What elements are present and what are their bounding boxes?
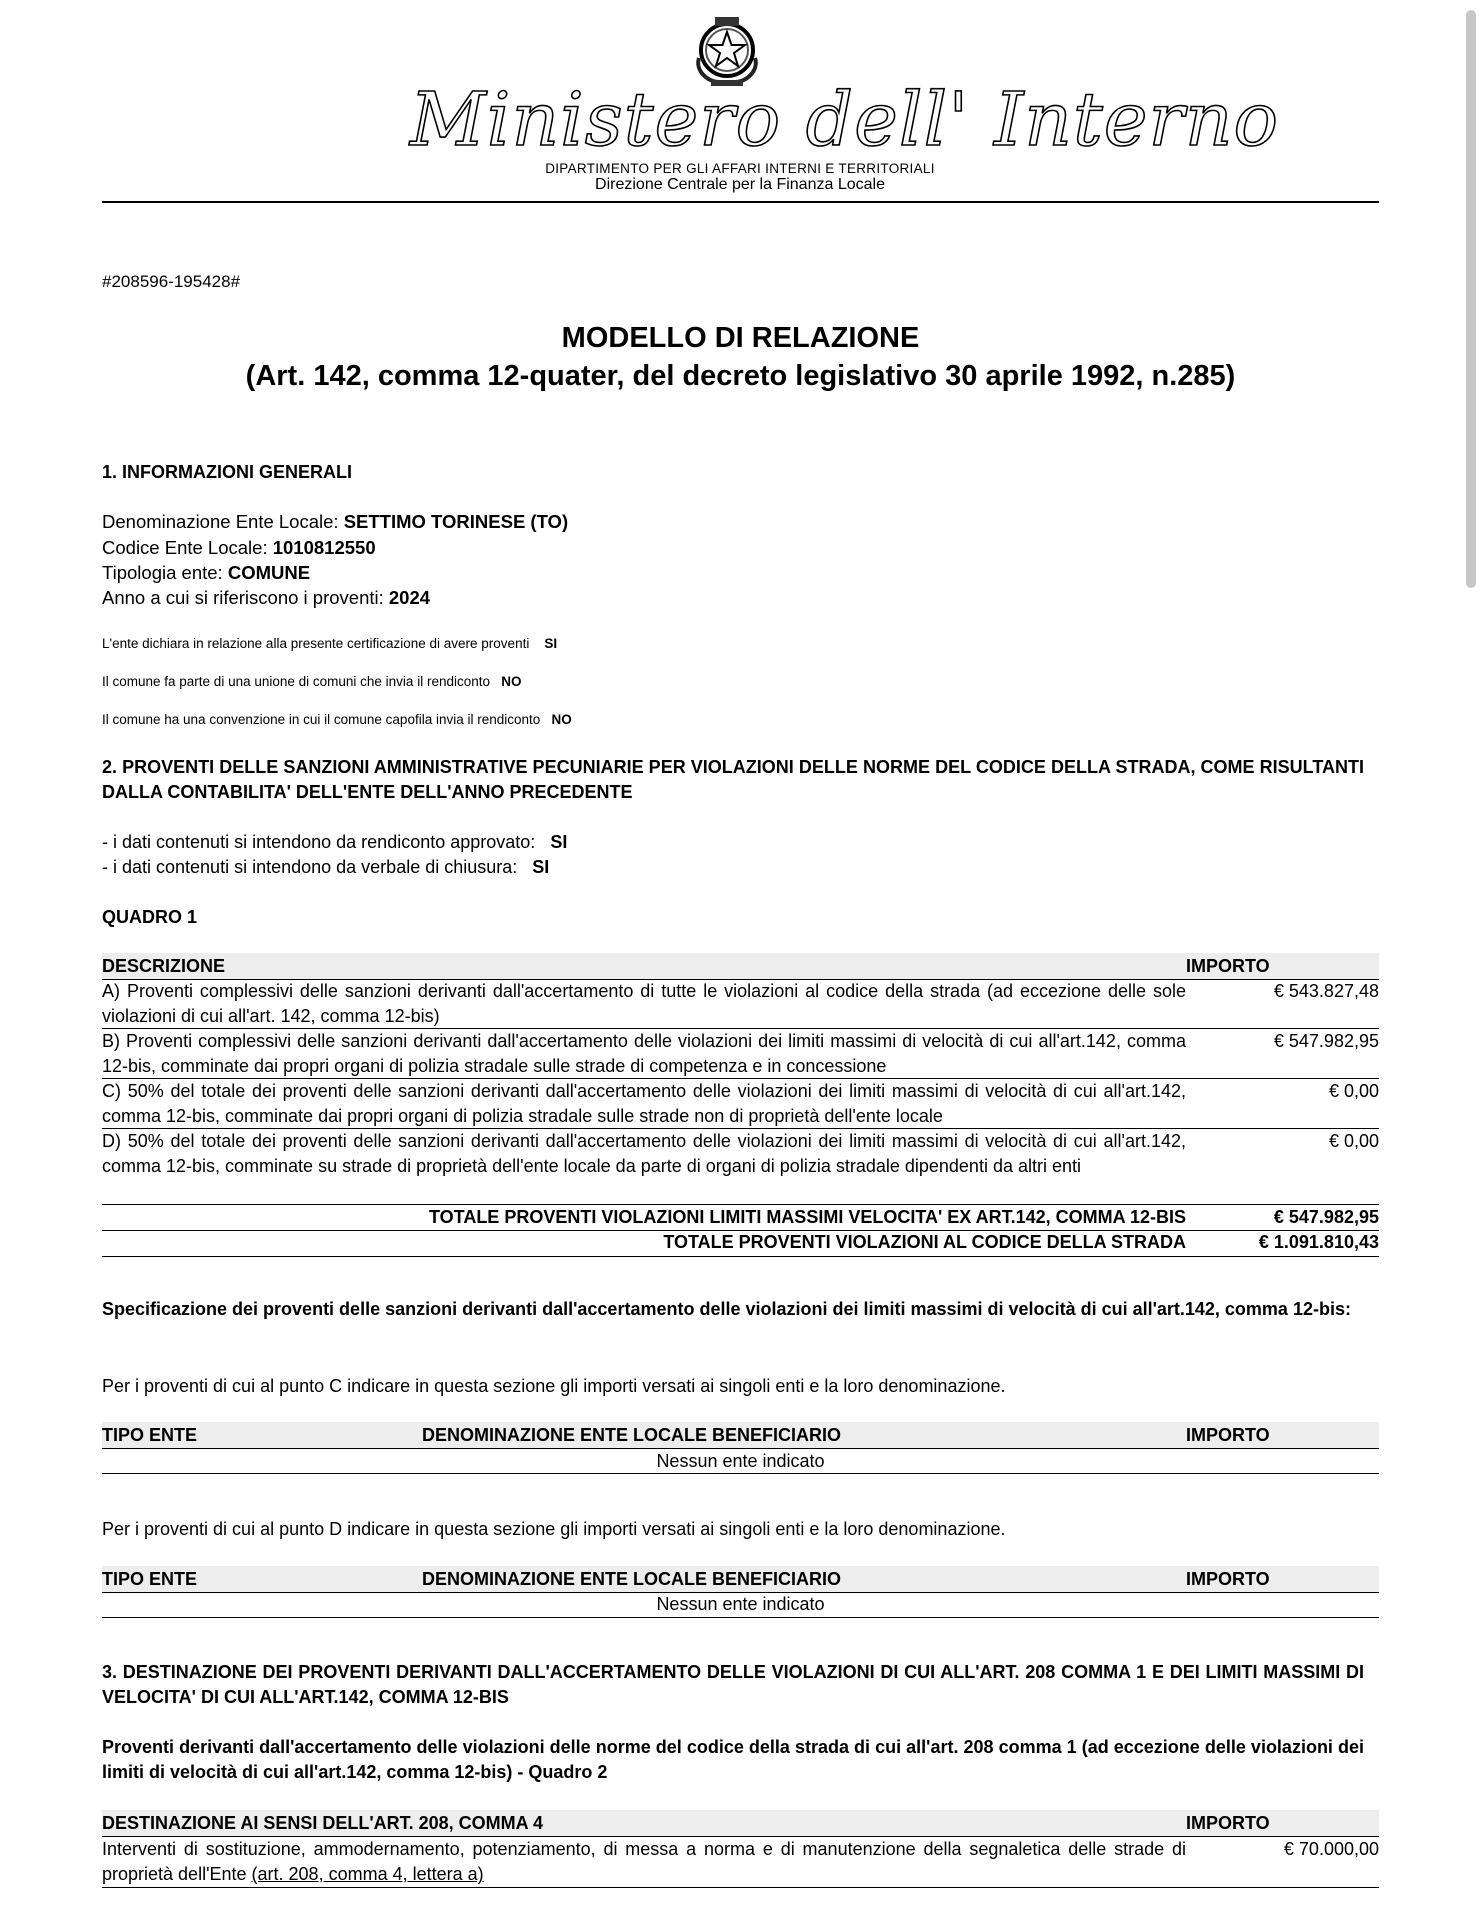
specification-heading: Specificazione dei proventi delle sanzioni derivanti dall'accertamento delle violazioni dei limiti massimi di velocità di cui all'art.142, comma 12-bis: xyxy=(102,1299,1351,1319)
row-amount-c: € 0,00 xyxy=(1328,1081,1379,1101)
scrollbar-thumb[interactable] xyxy=(1466,10,1476,588)
col-denominazione: DENOMINAZIONE ENTE LOCALE BENEFICIARIO xyxy=(422,1425,842,1445)
field-anno: Anno a cui si riferiscono i proventi: 2024 xyxy=(102,587,431,608)
declaration-unione: Il comune fa parte di una unione di comuni che invia il rendiconto NO xyxy=(102,674,522,689)
benef-table-c-empty: Nessun ente indicato xyxy=(656,1451,825,1471)
table-bottom-rule xyxy=(102,1256,1379,1257)
row-amount-segnaletica: € 70.000,00 xyxy=(1283,1839,1379,1859)
row-amount-d: € 0,00 xyxy=(1328,1131,1379,1151)
quadro1-label: QUADRO 1 xyxy=(102,907,198,927)
row-desc-a: A) Proventi complessivi delle sanzioni derivanti dall'accertamento di tutte le violazioni al codice della strada (ad eccezione delle sole violazioni di cui all'art. 142, comma 12-bis) xyxy=(102,981,1186,1026)
row-desc-segnaletica: Interventi di sostituzione, ammodernamento, potenziamento, di messa a norma e di manutenzione della segnaletica delle strade di proprietà dell'Ente (art. 208, comma 4, lettera a) xyxy=(102,1839,1186,1884)
declaration-proventi: L'ente dichiara in relazione alla presente certificazione di avere proventi SI xyxy=(102,636,558,651)
point-c-instructions: Per i proventi di cui al punto C indicare in questa sezione gli importi versati ai singoli enti e la loro denominazione. xyxy=(102,1376,1006,1396)
total-speed-row xyxy=(102,1205,1379,1230)
col-tipo-ente: TIPO ENTE xyxy=(102,1569,198,1589)
total-all-amount: € 1.091.810,43 xyxy=(1258,1232,1379,1252)
document-title: MODELLO DI RELAZIONE xyxy=(561,322,920,354)
field-codice: Codice Ente Locale: 1010812550 xyxy=(102,537,376,558)
row-desc-d: D) 50% del totale dei proventi delle sanzioni derivanti dall'accertamento delle violazioni dei limiti massimi di velocità di cui all'art.142, comma 12-bis, comminate su strade di proprietà dell'ente locale da parte di organi di polizia stradale dipendenti da altri enti xyxy=(102,1131,1186,1176)
table-bottom-rule xyxy=(102,1473,1379,1474)
row-amount-a: € 543.827,48 xyxy=(1273,981,1379,1001)
section1-heading: 1. INFORMAZIONI GENERALI xyxy=(102,462,353,482)
row-desc-b: B) Proventi complessivi delle sanzioni derivanti dall'accertamento delle violazioni dei limiti massimi di velocità di cui all'art.142, comma 12-bis, comminate dai propri organi di polizia stradale sulle strade di competenza e in concessione xyxy=(102,1031,1186,1076)
col-importo: IMPORTO xyxy=(1186,1425,1270,1445)
table-bottom-rule xyxy=(102,1617,1379,1618)
legal-reference: (art. 208, comma 4, lettera a) xyxy=(251,1864,484,1884)
total-speed-amount: € 547.982,95 xyxy=(1273,1207,1379,1227)
col-importo: IMPORTO xyxy=(1186,1813,1270,1833)
row-amount-b: € 547.982,95 xyxy=(1273,1031,1379,1051)
row-desc-c: C) 50% del totale dei proventi delle sanzioni derivanti dall'accertamento delle violazioni dei limiti massimi di velocità di cui all'art.142, comma 12-bis, comminate dai propri organi di polizia stradale sulle strade non di proprietà dell'ente locale xyxy=(102,1081,1186,1126)
section2-heading: 2. PROVENTI DELLE SANZIONI AMMINISTRATIVE PECUNIARIE PER VIOLAZIONI DELLE NORME DEL CODICE DELLA STRADA, COME RISULTANTI DALLA CONTABILITA' DELL'ENTE DELL'ANNO PRECEDENTE xyxy=(102,757,1364,802)
col-descrizione: DESCRIZIONE xyxy=(102,956,226,976)
col-importo: IMPORTO xyxy=(1186,1569,1270,1589)
direction-name: Direzione Centrale per la Finanza Locale xyxy=(595,176,885,193)
ministry-logo-text: Ministero dell' Interno xyxy=(410,77,1280,163)
benef-table-d-empty: Nessun ente indicato xyxy=(656,1594,825,1614)
data-line-verbale: - i dati contenuti si intendono da verbale di chiusura: SI xyxy=(102,857,550,877)
document-code: #208596-195428# xyxy=(102,272,241,291)
col-denominazione: DENOMINAZIONE ENTE LOCALE BENEFICIARIO xyxy=(422,1569,842,1589)
total-speed-label: TOTALE PROVENTI VIOLAZIONI LIMITI MASSIMI VELOCITA' EX ART.142, COMMA 12-BIS xyxy=(428,1207,1186,1227)
quadro2-table-header xyxy=(102,1810,1379,1837)
field-tipologia: Tipologia ente: COMUNE xyxy=(102,562,311,583)
document-subtitle: (Art. 142, comma 12-quater, del decreto legislativo 30 aprile 1992, n.285) xyxy=(245,360,1236,392)
section3-heading: 3. DESTINAZIONE DEI PROVENTI DERIVANTI DALL'ACCERTAMENTO DELLE VIOLAZIONI DI CUI ALL'ART. 208 COMMA 1 E DEI LIMITI MASSIMI DI VELOCITA' DI CUI ALL'ART.142, COMMA 12-BIS xyxy=(102,1662,1364,1707)
total-all-row xyxy=(102,1230,1379,1255)
data-line-rendiconto: - i dati contenuti si intendono da rendiconto approvato: SI xyxy=(102,832,568,852)
quadro1-table-header xyxy=(102,953,1379,980)
col-tipo-ente: TIPO ENTE xyxy=(102,1425,198,1445)
benef-table-d-header xyxy=(102,1566,1379,1593)
header-divider xyxy=(102,201,1379,203)
department-name: DIPARTIMENTO PER GLI AFFARI INTERNI E TERRITORIALI xyxy=(545,161,935,176)
col-destinazione: DESTINAZIONE AI SENSI DELL'ART. 208, COMMA 4 xyxy=(102,1813,543,1833)
section3-subheading: Proventi derivanti dall'accertamento delle violazioni delle norme del codice della strada di cui all'art. 208 comma 1 (ad eccezione delle violazioni dei limiti di velocità di cui all'art.142, comma 12-bis) - Quadro 2 xyxy=(102,1737,1364,1782)
field-denominazione: Denominazione Ente Locale: SETTIMO TORINESE (TO) xyxy=(102,511,569,532)
point-d-instructions: Per i proventi di cui al punto D indicare in questa sezione gli importi versati ai singoli enti e la loro denominazione. xyxy=(102,1519,1006,1539)
benef-table-c-header xyxy=(102,1422,1379,1449)
row-divider xyxy=(102,1887,1379,1888)
total-all-label: TOTALE PROVENTI VIOLAZIONI AL CODICE DELLA STRADA xyxy=(663,1232,1186,1252)
declaration-convenzione: Il comune ha una convenzione in cui il comune capofila invia il rendiconto NO xyxy=(102,712,572,727)
col-importo: IMPORTO xyxy=(1186,956,1270,976)
